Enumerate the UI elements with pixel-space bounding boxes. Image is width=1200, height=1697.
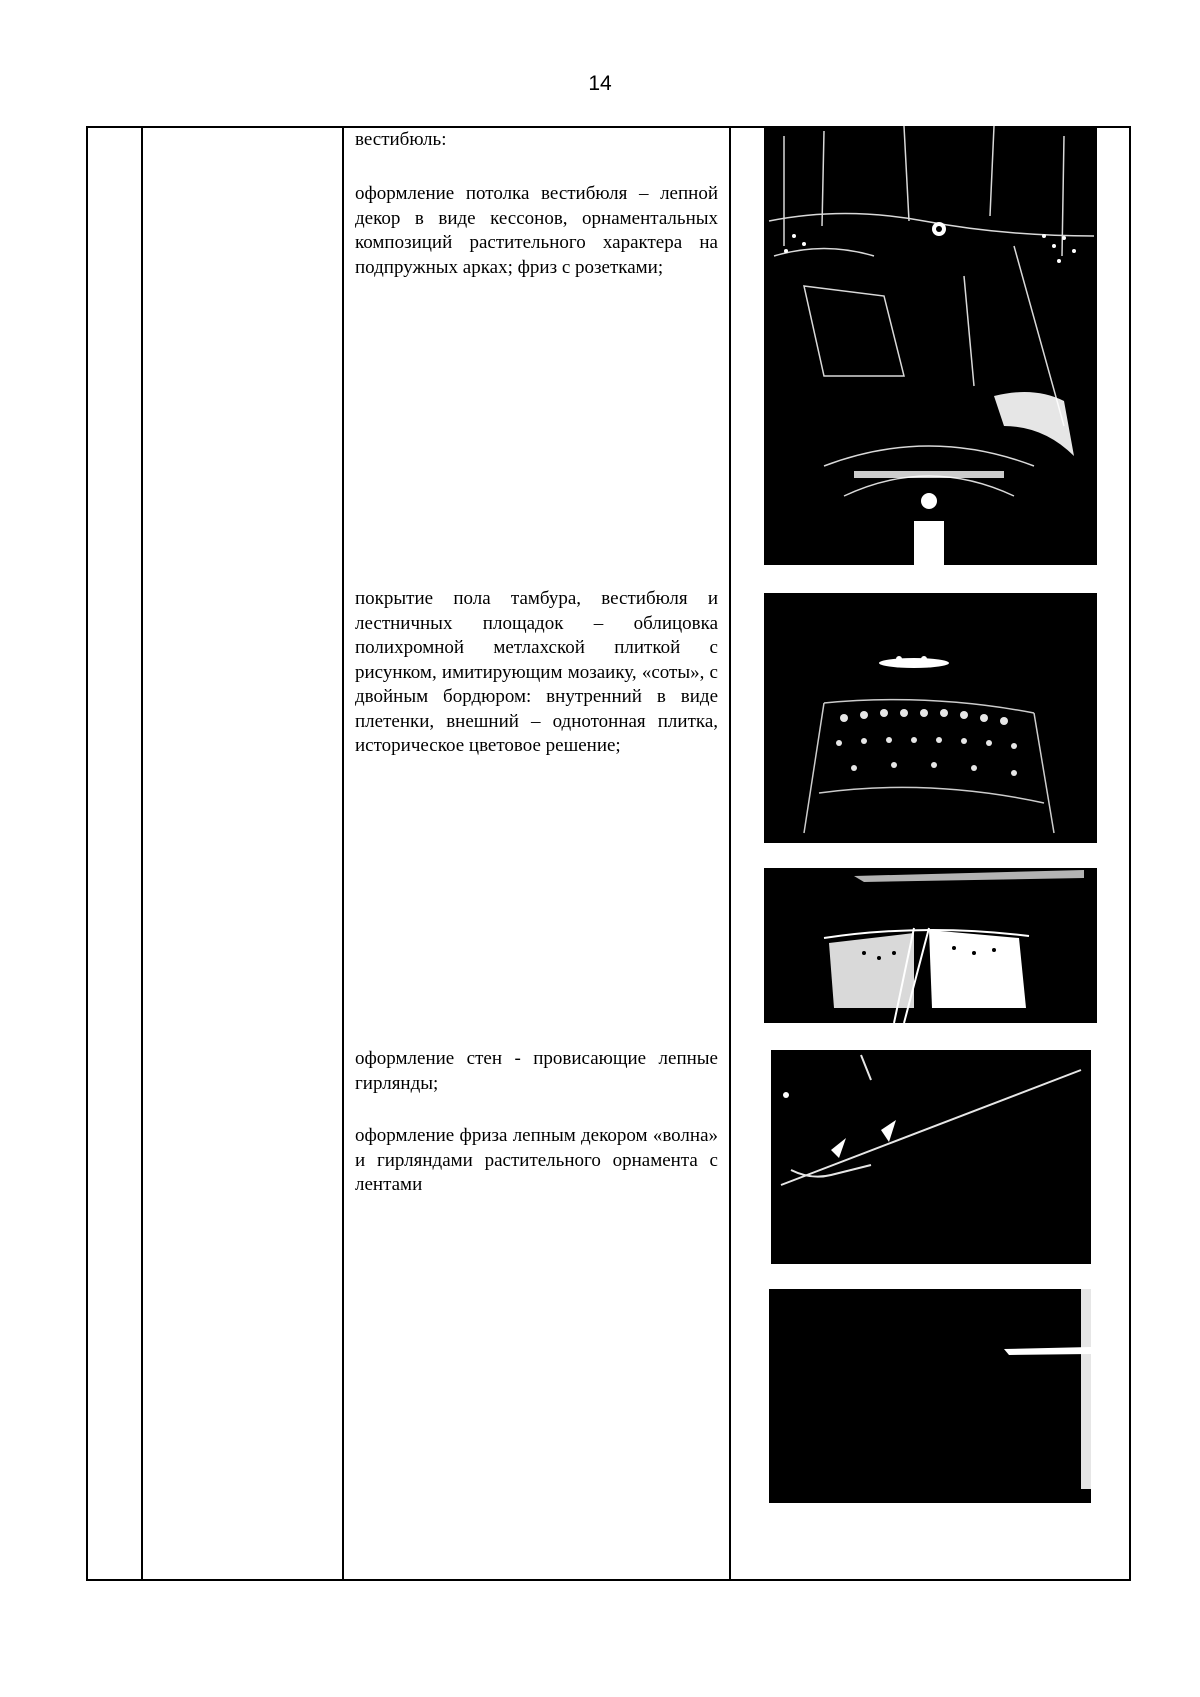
frieze-description: оформление фриза лепным декором «волна» и гирляндами растительного орнамента с лентами (355, 1125, 718, 1195)
ceiling-coffers-photo (764, 868, 1097, 1023)
floor-description: покрытие пола тамбура, вестибюля и лестничных площадок – облицовка полихромной метлахской плиткой с рисунком, имитирующим мозаику, «соты», с двойным бордюром: внутренний в виде плетенки, внешний – однотонная плитка, историческое цветовое решение; (355, 588, 718, 756)
wall-garlands-photo (771, 1050, 1091, 1264)
column-divider (141, 126, 143, 1581)
text-ceiling-block (355, 182, 718, 280)
frieze-photo (769, 1289, 1091, 1503)
column-divider (729, 126, 731, 1581)
section-heading: вестибюль: (355, 129, 447, 150)
text-heading-block (355, 128, 718, 153)
text-floor-block (355, 587, 718, 759)
text-frieze-block (355, 1124, 718, 1198)
text-walls-block (355, 1047, 718, 1096)
walls-description: оформление стен - провисающие лепные гирлянды; (355, 1048, 718, 1094)
column-divider (342, 126, 344, 1581)
page-number: 14 (588, 72, 612, 95)
floor-tiles-photo (764, 593, 1097, 843)
ceiling-photo (764, 126, 1097, 565)
ceiling-description: оформление потолка вестибюля – лепной декор в виде кессонов, орнаментальных композиций растительного характера на подпружных арках; фриз с розетками; (355, 183, 718, 278)
